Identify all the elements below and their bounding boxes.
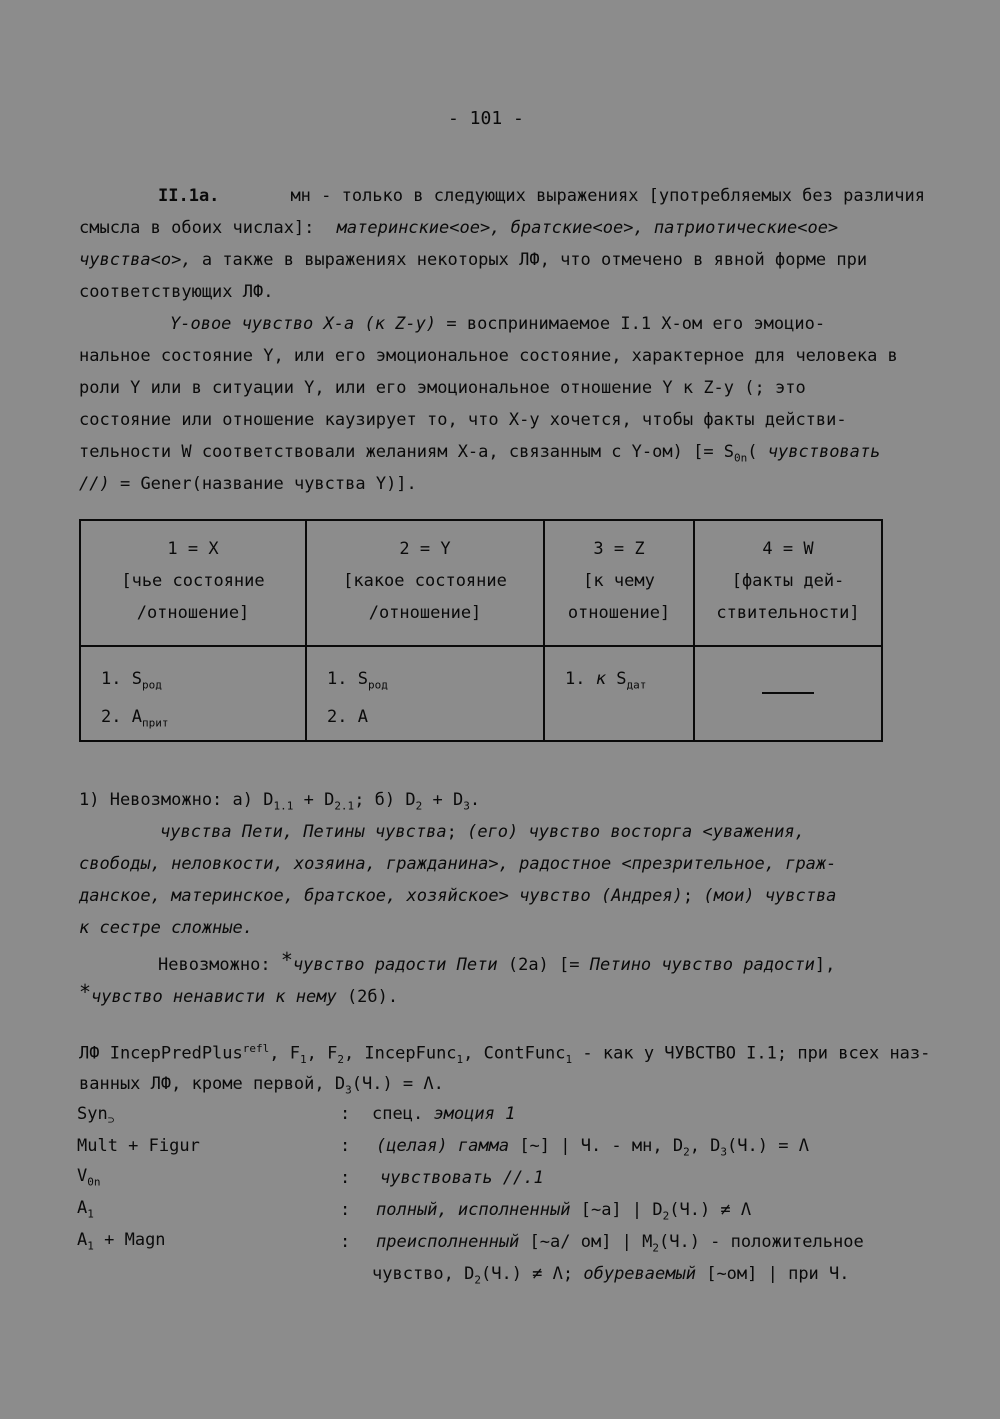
definition-line-2: нальное состояние Y, или его эмоциональное состояние, характерное для человека в: [79, 346, 898, 366]
note-text: ; б) D: [354, 790, 416, 810]
lf-value: спец.: [372, 1104, 424, 1124]
subscript: 1: [456, 1053, 464, 1067]
subscript: 0n: [87, 1175, 101, 1189]
empty-dash: [762, 692, 814, 694]
lf-value: [~] | Ч. - мн, D: [519, 1136, 684, 1156]
government-pattern-table: [79, 519, 883, 742]
lf-value-a1: [376, 1200, 751, 1222]
header-label: /отношение]: [368, 603, 482, 623]
note-text: .: [469, 790, 481, 810]
cell-text: S: [616, 669, 627, 689]
cell-line: [101, 701, 305, 739]
definition-text: тельности W соответствовали желаниям X-а, связанным с Y-ом) [= S: [79, 442, 735, 462]
subscript: 2.1: [334, 799, 355, 813]
cell-text: к: [595, 669, 606, 689]
note-text: ],: [814, 955, 836, 975]
cell-line: [101, 663, 305, 701]
lf-text: , F: [306, 1043, 338, 1064]
lf-value: (Ч.) = Λ: [727, 1136, 809, 1156]
header-label: [чье состояние: [121, 571, 265, 591]
definition-text: (: [747, 442, 758, 462]
note-text: + D: [303, 790, 335, 810]
subscript: 1.1: [273, 799, 294, 813]
subscript: 1: [87, 1207, 94, 1221]
cell-text: 1. S: [327, 669, 368, 689]
lf-row-a1-magn: [77, 1230, 166, 1252]
table-header-cell: [306, 520, 544, 646]
subscript: 2: [474, 1273, 481, 1287]
lf-line-2: [79, 1074, 444, 1096]
section-text: смысла в обоих числах]:: [79, 218, 315, 238]
subscript: 2: [683, 1145, 690, 1159]
cell-line: [327, 663, 543, 701]
cell-text: 1. S: [101, 669, 142, 689]
lf-text: (Ч.) = Λ.: [351, 1074, 444, 1094]
lf-colon: :: [340, 1104, 351, 1124]
table-cell: [80, 646, 306, 741]
lf-text: , IncepFunc: [343, 1043, 457, 1064]
table-header-cell: [80, 520, 306, 646]
subscript: ⊃: [107, 1113, 115, 1127]
definition-line-4: состояние или отношение каузирует то, что X-у хочется, чтобы факты действи-: [79, 410, 847, 430]
lf-colon: :: [340, 1200, 351, 1220]
subscript: род: [367, 678, 388, 692]
lf-text: , ContFunc: [463, 1043, 566, 1064]
subscript: 3: [720, 1145, 728, 1159]
lf-row-v0n: [77, 1166, 101, 1188]
lf-value: , D: [689, 1136, 721, 1156]
impossible-line-1: [158, 948, 835, 975]
subscript: 0n: [734, 451, 748, 465]
impossible-line-2: [79, 980, 398, 1007]
example-text: чувство ненависти к нему: [91, 987, 337, 1007]
subscript: 1: [87, 1239, 94, 1253]
definiens: = воспринимаемое I.1 X-ом его эмоцио-: [446, 314, 826, 334]
header-label: /отношение]: [136, 603, 250, 623]
table-row: [80, 646, 882, 741]
section-line-4: соответствующих ЛФ.: [79, 282, 274, 302]
lf-value: обуреваемый: [583, 1264, 696, 1284]
example-line-3: [79, 886, 836, 906]
subscript: 2: [415, 799, 423, 813]
subscript: дат: [626, 678, 647, 692]
lf-row-a1: [77, 1198, 94, 1220]
example-text: чувства Пети, Петины чувства: [160, 822, 447, 842]
example-line-2: свободы, неловкости, хозяина, гражданина>, радостное <презрительное, граж-: [79, 854, 837, 874]
subscript: 3: [345, 1083, 352, 1097]
table-cell: [544, 646, 694, 741]
section-number: II.1a.: [158, 186, 220, 206]
section-text: а также в выражениях некоторых ЛФ, что отмечено в явной форме при: [201, 250, 868, 270]
header-label: [какое состояние: [343, 571, 507, 591]
section-line-2: [79, 218, 929, 238]
subscript: род: [141, 678, 162, 692]
note-text: (2а) [=: [507, 955, 580, 975]
lf-colon: :: [340, 1136, 351, 1156]
separator: ;: [682, 886, 694, 906]
header-num: 3 = Z: [593, 539, 645, 559]
example-text: (его) чувство восторга <уважения,: [467, 822, 805, 842]
lf-value: преисполненный: [376, 1232, 520, 1252]
note-line-1: [79, 790, 480, 812]
note-text: 1) Невозможно: а) D: [79, 790, 274, 810]
section-line-1: [158, 186, 925, 206]
table-header-row: [80, 520, 882, 646]
lf-text: - как у ЧУВСТВО I.1; при всех наз-: [582, 1043, 931, 1064]
lf-value: чувство, D: [372, 1264, 475, 1284]
lf-value: [~ом] | при Ч.: [706, 1264, 850, 1284]
lf-value-continuation: [372, 1264, 850, 1286]
cell-line: 2. A: [327, 707, 368, 728]
cell-text: 1.: [565, 669, 586, 689]
example-text: Петино чувство радости: [589, 955, 815, 975]
header-label: [факты дей-: [731, 571, 845, 591]
example-word: чувства<о>,: [79, 250, 192, 270]
subscript: 2: [662, 1209, 670, 1223]
page-number: - 101 -: [448, 108, 524, 129]
superscript: refl: [242, 1042, 270, 1055]
definition-text: //): [79, 474, 110, 494]
example-line-4: к сестре сложные.: [79, 918, 253, 938]
lf-value: эмоция 1: [433, 1104, 516, 1124]
lf-colon: :: [340, 1168, 351, 1188]
section-line-3: [79, 250, 867, 270]
lf-value: [~a] | D: [580, 1200, 663, 1220]
header-num: 2 = Y: [399, 539, 451, 559]
lf-value-v0n: чувствовать //.1: [380, 1168, 544, 1188]
header-label: [к чему: [583, 571, 655, 591]
table-header-cell: [694, 520, 882, 646]
lf-row-mult: Mult + Figur: [77, 1136, 200, 1156]
definition-line-1: [170, 314, 825, 334]
lf-value: (Ч.) - положительное: [659, 1232, 864, 1252]
cell-text: 2. A: [101, 707, 142, 728]
subscript: прит: [141, 716, 169, 730]
lf-key: Syn: [77, 1104, 108, 1124]
lf-key: + Magn: [104, 1230, 166, 1250]
example-line-1: [160, 822, 805, 842]
definiendum: Y-овое чувство X-а (к Z-у): [170, 314, 437, 334]
lf-value-a1-magn: [376, 1232, 864, 1254]
subscript: 2: [652, 1241, 659, 1255]
example-words: материнские<ое>, братские<ое>, патриотические<ое>: [336, 218, 839, 238]
lf-value: (Ч.) ≠ Λ;: [480, 1264, 574, 1284]
table-header-cell: [544, 520, 694, 646]
lf-key: A: [77, 1230, 88, 1250]
header-label: ствительности]: [716, 603, 860, 623]
lf-key: V: [77, 1166, 88, 1186]
definition-keyword: чувствовать: [767, 442, 881, 462]
example-text: чувство радости Пети: [292, 955, 498, 975]
table-cell: [694, 646, 882, 741]
lf-value-syn: [372, 1104, 515, 1124]
header-label: отношение]: [567, 603, 671, 623]
lf-row-syn: [77, 1104, 114, 1126]
table-cell: [306, 646, 544, 741]
cell-line: [565, 663, 693, 701]
header-num: 1 = X: [167, 539, 219, 559]
lf-value: [~a/ ом] | M: [529, 1232, 653, 1252]
lf-text: ванных ЛФ, кроме первой, D: [79, 1074, 346, 1094]
separator: ;: [446, 822, 457, 842]
note-text: + D: [432, 790, 464, 810]
lf-key: A: [77, 1198, 88, 1218]
lf-colon: :: [340, 1232, 351, 1252]
asterisk: *: [280, 948, 293, 972]
example-text: данское, материнское, братское, хозяйское> чувство (Андрея): [79, 886, 683, 906]
lf-value: полный, исполненный: [376, 1200, 571, 1220]
lf-value: (Ч.) ≠ Λ: [669, 1200, 752, 1220]
note-text: Невозможно:: [158, 955, 271, 975]
lf-line-1: [79, 1042, 930, 1066]
section-text: мн - только в следующих выражениях [употребляемых без различия: [290, 186, 925, 206]
definition-line-3: роли Y или в ситуации Y, или его эмоциональное отношение Y к Z-у (; это: [79, 378, 806, 398]
example-text: (мои) чувства: [703, 886, 837, 906]
lf-value-mult: [376, 1136, 809, 1158]
asterisk: *: [79, 980, 92, 1004]
definition-line-6: [79, 474, 417, 494]
lf-value: (целая) гамма: [376, 1136, 510, 1156]
lf-text: , F: [269, 1043, 300, 1064]
header-num: 4 = W: [762, 539, 814, 559]
subscript: 1: [565, 1053, 573, 1067]
definition-text: = Gener(название чувства Y)].: [119, 474, 417, 494]
subscript: 3: [463, 799, 470, 813]
subscript: 2: [337, 1053, 344, 1067]
lf-text: ЛФ IncepPredPlus: [79, 1043, 243, 1064]
note-text: (2б).: [346, 987, 399, 1007]
subscript: 1: [299, 1053, 307, 1067]
definition-line-5: [79, 442, 880, 464]
